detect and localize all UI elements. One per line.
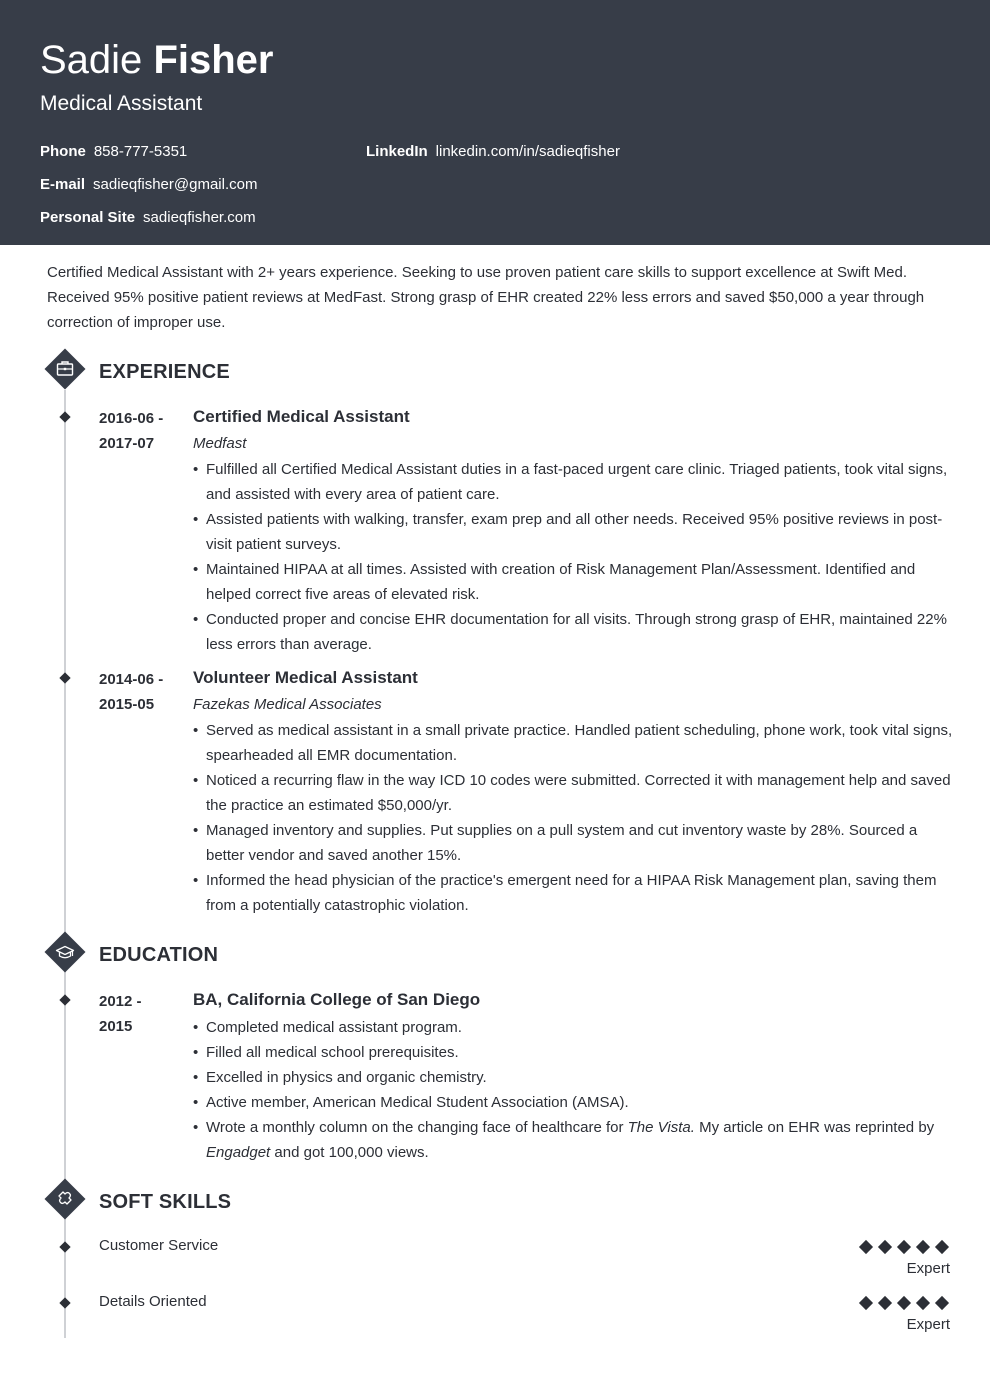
list-item: • Completed medical assistant program.: [193, 1019, 462, 1036]
timeline-marker: [59, 1296, 71, 1308]
contact-phone: [40, 142, 187, 162]
publication-name: The Vista.: [627, 1119, 695, 1136]
experience-heading: EXPERIENCE: [99, 361, 230, 383]
email-link[interactable]: sadieqfisher@gmail.com: [93, 176, 258, 193]
puzzle-icon: [44, 1178, 86, 1220]
education-date-end: 2015: [99, 1018, 133, 1035]
list-item: • Active member, American Medical Student Association (AMSA).: [193, 1094, 629, 1111]
candidate-name: [40, 36, 273, 84]
skill-rating: [858, 1239, 950, 1255]
rating-diamond: [935, 1296, 949, 1310]
skill-name: Details Oriented: [99, 1293, 207, 1310]
list-item: • Managed inventory and supplies. Put supplies on a pull system and cut inventory waste by 28%. Sourced a better vendor and saved another 15%.: [193, 822, 918, 864]
site-label: Personal Site: [40, 209, 136, 226]
rating-diamond: [916, 1240, 930, 1254]
skill-level: Expert: [906, 1260, 950, 1277]
list-item: • Noticed a recurring flaw in the way ICD 10 codes were submitted. Corrected it with management help and saved the practice an estimated $50,000/yr.: [193, 772, 951, 814]
skill-name: Customer Service: [99, 1237, 219, 1254]
list-item: • Wrote a monthly column on the changing face of healthcare for The Vista. My article on EHR was reprinted by Engadget and got 100,000 views.: [193, 1119, 935, 1161]
last-name: Fisher: [153, 38, 274, 82]
rating-diamond: [935, 1240, 949, 1254]
linkedin-link[interactable]: linkedin.com/in/sadieqfisher: [435, 143, 620, 160]
skill-level: Expert: [906, 1316, 950, 1333]
timeline-marker: [59, 410, 71, 422]
job-date: [99, 667, 179, 717]
job-bullets: [193, 457, 953, 657]
soft-skills-heading: SOFT SKILLS: [99, 1191, 232, 1213]
rating-diamond: [859, 1240, 873, 1254]
job-date-end: 2017-07: [99, 435, 155, 452]
publication-name: Engadget: [206, 1144, 271, 1161]
contact-linkedin: [366, 142, 620, 162]
phone-label: Phone: [40, 143, 86, 160]
rating-diamond: [897, 1240, 911, 1254]
list-item: • Served as medical assistant in a small private practice. Handled patient scheduling, phone work, took vital signs, spearheaded all EMR documentation.: [193, 722, 953, 764]
rating-diamond: [878, 1296, 892, 1310]
rating-diamond: [897, 1296, 911, 1310]
job-date-start: 2016-06 -: [99, 410, 164, 427]
first-name: Sadie: [40, 38, 143, 82]
education-date: [99, 989, 179, 1039]
list-item: • Assisted patients with walking, transfer, exam prep and all other needs. Received 95% positive reviews in post-visit patient surveys.: [193, 511, 943, 553]
phone-value: 858-777-5351: [93, 143, 188, 160]
job-date-end: 2015-05: [99, 696, 155, 713]
briefcase-icon: [44, 348, 86, 390]
timeline-marker: [59, 1240, 71, 1252]
education-date-start: 2012 -: [99, 993, 142, 1010]
rating-diamond: [878, 1240, 892, 1254]
education-degree: BA, California College of San Diego: [193, 990, 481, 1009]
education-heading: EDUCATION: [99, 944, 219, 966]
job-role: Certified Medical Assistant: [193, 407, 410, 426]
list-item: • Maintained HIPAA at all times. Assisted with creation of Risk Management Plan/Assessment. Identified and helped correct five areas of elevated risk.: [193, 561, 916, 603]
job-bullets: [193, 718, 953, 918]
education-bullets: [193, 1015, 953, 1165]
site-link[interactable]: sadieqfisher.com: [143, 209, 256, 226]
skill-rating: [858, 1295, 950, 1311]
contact-site: [40, 208, 256, 228]
timeline-marker: [59, 671, 71, 683]
list-item: • Excelled in physics and organic chemistry.: [193, 1069, 487, 1086]
job-date-start: 2014-06 -: [99, 671, 164, 688]
linkedin-label: LinkedIn: [366, 143, 428, 160]
job-title: Medical Assistant: [40, 92, 203, 115]
job-company: Medfast: [193, 435, 247, 452]
contact-email: [40, 175, 257, 195]
job-company: Fazekas Medical Associates: [193, 696, 382, 713]
rating-diamond: [859, 1296, 873, 1310]
list-item: • Informed the head physician of the practice's emergent need for a HIPAA Risk Management plan, saving them from a potentially catastrophic violation.: [193, 872, 937, 914]
email-label: E-mail: [40, 176, 86, 193]
list-item: • Fulfilled all Certified Medical Assistant duties in a fast-paced urgent care clinic. Triaged patients, took vital signs, and assisted with every area of patient care.: [193, 461, 948, 503]
job-date: [99, 406, 179, 456]
list-item: • Conducted proper and concise EHR documentation for all visits. Through strong grasp of EHR, maintained 22% less errors than average.: [193, 611, 947, 653]
list-item: • Filled all medical school prerequisites.: [193, 1044, 459, 1061]
job-role: Volunteer Medical Assistant: [193, 668, 418, 687]
graduation-cap-icon: [44, 931, 86, 973]
timeline-marker: [59, 993, 71, 1005]
rating-diamond: [916, 1296, 930, 1310]
summary: Certified Medical Assistant with 2+ years experience. Seeking to use proven patient care skills to support excellence at Swift Med. Received 95% positive patient reviews at MedFast. Strong grasp of EHR created 22% less errors and saved $50,000 a year through correction of improper use.: [47, 264, 925, 331]
resume-header: [0, 0, 990, 245]
